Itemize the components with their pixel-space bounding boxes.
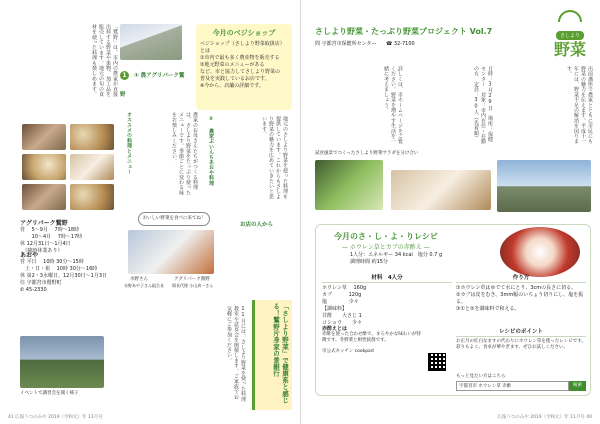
- veg-shop-line-4: など、市と協力してさしより野菜の: [200, 69, 281, 75]
- logo-big-text: 野菜: [553, 40, 586, 59]
- person2-role: 場長代理 小山真一さん: [172, 283, 214, 288]
- speech-bubble-text: おいしい野菜を食べに来てね！: [142, 216, 206, 221]
- recipe-nutrition: 1人分：エネルギー 34 kcal 塩分 0.7 g: [350, 252, 443, 258]
- store-info-1-line-1: 10〜4月 7時〜17時: [20, 234, 83, 240]
- right-body-b: 日時：3月29日 場所：保健センター 対象：市内在住・在勤の方 定員：30人（先着順）: [473, 66, 493, 144]
- ingredient-3: 【調味料】: [322, 306, 348, 312]
- ingredient-0: ホウレン草 160g: [322, 285, 367, 291]
- store-exterior-photo: [120, 24, 182, 60]
- left-footer-text: 広報うつのみや 2019（令和元）年 11月号: [15, 415, 103, 420]
- store-info-2: [20, 250, 124, 294]
- note-section: [322, 325, 422, 355]
- event-caption: イベントで講習会を開く様子: [20, 391, 79, 396]
- logo-small-text: さしより: [556, 31, 584, 40]
- photo-caption-1: 試食風景でつくったさしより野菜サラダを分け合い: [315, 151, 419, 156]
- search-input[interactable]: 宇都宮市 ホウレン草 赤酢: [456, 381, 569, 391]
- staff-photo: [128, 230, 214, 274]
- recipe-title: 今月のさ・し・よ・りレシピ: [334, 232, 438, 241]
- dish-photo-3: [22, 154, 66, 180]
- ingredient-2: 塩 少々: [322, 299, 359, 305]
- qr-label: 市公式キッチン cookpad: [322, 349, 374, 354]
- event-title: 「さしより野菜」で健康系と感じる！鷲野片身家の景銀行: [252, 300, 292, 410]
- caption-2: ② 農家ぶいんちあおや料理: [208, 116, 214, 186]
- veg-shop-box: [196, 24, 292, 110]
- store-info-2-title: あおや: [20, 252, 39, 259]
- event-photo: [20, 336, 104, 388]
- person1-name: 水野さん: [130, 277, 148, 282]
- right-body-a: 出前講座で農家とともに市民にも野菜の魅力を伝えます。平成十一年には、野菜不足の解消を図ります。: [566, 66, 593, 144]
- right-page: [300, 0, 600, 424]
- search-section: [456, 373, 586, 391]
- dish-photo-4: [70, 154, 114, 180]
- speech-bubble: [138, 212, 210, 226]
- method-section: [456, 273, 586, 313]
- store-info-2-line-1: 土・日・祖 10時 30分〜16時: [20, 266, 98, 272]
- store-info-2-line-0: 営 平日 10時 30分〜15時: [20, 259, 84, 265]
- point-section: [456, 327, 586, 351]
- search-button[interactable]: 検索: [569, 381, 586, 391]
- qr-code-icon[interactable]: [428, 353, 446, 371]
- building-photo: [497, 160, 591, 212]
- salad-event-photo: [315, 160, 383, 210]
- note-title: 赤酢えとは: [322, 326, 348, 332]
- store-info-2-line-4: ✆ 45-2330: [20, 287, 47, 293]
- ingredient-4: 甘酢 大さじ 1: [322, 313, 362, 319]
- right-footer: [497, 414, 592, 420]
- veg-shop-title: 今月のベジショップ: [212, 29, 276, 37]
- note-text: 赤酢を使った合わせ酢で、まろやかな味わいが特徴です。冬野菜と相性抜群です。: [322, 332, 421, 343]
- search-prompt: もっと見たい方はこちら: [456, 374, 506, 379]
- ingredients-header: 材料 4人分: [322, 273, 452, 283]
- search-bar: [456, 381, 586, 391]
- dish-photo-5: [22, 184, 66, 210]
- veg-shop-line-2: ①市内で最も多く農産物を販売する: [200, 55, 280, 61]
- point-header: レシピのポイント: [456, 327, 586, 337]
- person1-role: 水野あや子さん組合長: [124, 283, 164, 288]
- veg-shop-line-0: ベジショップ（さしより野菜取扱店）: [200, 41, 285, 47]
- store-info-1-title: アグリパーク鷲野: [20, 220, 68, 227]
- recipe-box: [315, 224, 591, 396]
- project-banner: [315, 26, 547, 47]
- recipe-header: [320, 229, 586, 269]
- method-step-2: ③①と②を調味料で和える。: [456, 306, 520, 312]
- right-footer-text: 広報うつのみや 2019（令和元）年 11月号: [497, 415, 585, 420]
- person2-name: アグリパーク鷲野: [174, 277, 210, 282]
- store-info-2-line-2: 休 第2・3水曜日、12月30日〜1月3日: [20, 273, 108, 279]
- logo-sun-icon: [558, 10, 582, 22]
- method-step-0: ①ホウレン草はゆでて水にとり、3cmの長さに切る。: [456, 285, 577, 291]
- dish-photo-1: [22, 124, 66, 150]
- point-text: お正月の紅白なますの代わりにホウレン草を使ったレシピです。彩りもよく、食卓が華やぎます。ぜひお試しください。: [456, 339, 586, 350]
- intro-text-col3: 地元のさしより野菜を使った料理を提供しています。これからもさしより野菜の魅力を広めていきたいと思います。: [261, 116, 288, 200]
- right-page-number: 40: [586, 415, 592, 420]
- veg-shop-line-6: ※今から、店舗の詳細です。: [200, 83, 264, 89]
- dish-photo-6: [70, 184, 114, 210]
- dish-photo-2: [70, 124, 114, 150]
- veg-shop-line-5: 普及を実践しているお店です。: [200, 76, 270, 82]
- dept-line: 問 宇都宮市保健所センター: [315, 41, 377, 47]
- left-footer: [8, 414, 103, 420]
- store-info-1-line-2: 休 12月31日〜1月4日: [20, 241, 71, 247]
- veg-shop-line-3: ②地元野菜のメニューがある: [200, 62, 265, 68]
- banner-contact: [315, 40, 547, 47]
- ingredient-5: コショウ 少々: [322, 320, 362, 326]
- recipe-subtitle: — ホウレン草とカブの赤酢え —: [342, 244, 430, 251]
- tasting-photo: [391, 170, 491, 210]
- osusume-caption: オススメの料理とメニュー: [126, 112, 132, 175]
- event-body: 11月には、さしより野菜を使った料理教室や試食会を開催します。ご家族でお気軽にご参加ください。: [226, 306, 246, 402]
- sashiyori-logo: [545, 10, 595, 60]
- store-info-2-line-3: 住 宇都宮市鷲野町: [20, 280, 62, 286]
- banner-title: さしより野菜・たっぷり野菜プロジェクト Vol.7: [315, 27, 493, 36]
- staff-photo-block: [124, 212, 220, 292]
- store-info-1-line-0: 営 5〜9月 7時〜18時: [20, 227, 80, 233]
- veg-shop-line-1: とは: [200, 48, 211, 54]
- method-step-1: ②カブは皮をむき、3mm幅のいちょう切りにし、塩を振る。: [456, 292, 584, 305]
- store-caption: 1 ① 農アグリパーク鷲野: [120, 72, 185, 98]
- left-page-number: 41: [8, 415, 14, 420]
- recipe-dish-photo: [500, 227, 580, 277]
- store-info-1-line-3: （臨時休業あり）: [20, 248, 63, 254]
- right-body-c: 詳しくは、市ホームページをご覧ください。野菜を増やす生活を一緒に考えましょう。: [383, 66, 403, 144]
- intro-text-col2: 農家のお母さんたちがつくる料理は、さしより野菜をたっぷり使ったメニューです。季節ごとに変わる味をお楽しみください。: [171, 112, 198, 196]
- method-header: 作り方: [456, 273, 586, 283]
- phone-number: ☎ 32-7100: [386, 41, 415, 47]
- side-title: お店の人から: [240, 222, 274, 228]
- number-1-icon: 1: [120, 71, 129, 80]
- ingredients-section: [322, 273, 452, 327]
- ingredient-1: カブ 120g: [322, 292, 362, 298]
- intro-text-col1: 「鷲野」は、市内の農家が直接出荷する野菜や果物、加工品を販売しています。地元の旬の食材を使った料理も楽しめます。: [91, 24, 118, 97]
- recipe-time: 調理時間 約15分: [350, 259, 388, 265]
